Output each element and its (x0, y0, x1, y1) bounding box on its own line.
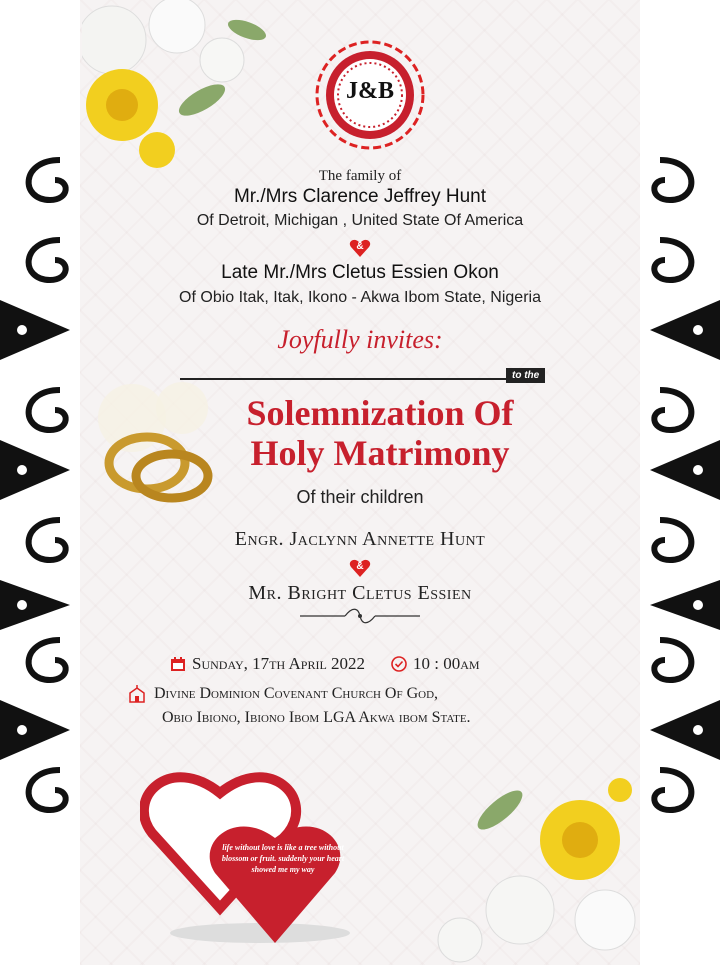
bottom-right-flower-decoration (430, 770, 640, 970)
family1-names: Mr./Mrs Clarence Jeffrey Hunt (233, 186, 486, 207)
heart-icon (349, 558, 371, 578)
family2-names: Late Mr./Mrs Cletus Essien Okon (221, 262, 499, 283)
calendar-icon (170, 656, 186, 672)
event-time: 10 : 00am (413, 654, 480, 673)
logo-monogram-text: J&B (346, 78, 394, 104)
venue-line2: Obio Ibiono, Ibiono Ibom LGA Akwa ibom State. (162, 709, 471, 726)
family1-location: Of Detroit, Michigan , United State Of America (196, 212, 524, 229)
ampersand-connector: & (356, 561, 364, 572)
family2-location: Of Obio Itak, Itak, Ikono - Akwa Ibom State, Nigeria (179, 289, 541, 306)
event-date: Sunday, 17th April 2022 (192, 654, 366, 673)
love-quote: life without love is like a tree without blossom or fruit. suddenly your heart showed me my way (221, 843, 345, 874)
left-border-ornament (0, 140, 70, 840)
family-of-label: The family of (318, 168, 402, 184)
right-border-ornament (640, 140, 710, 840)
groom-name: Mr. Bright Cletus Essien (248, 582, 472, 604)
monogram-logo (315, 40, 425, 150)
title-line2: Holy Matrimony (250, 433, 510, 473)
ampersand-connector: & (356, 241, 364, 252)
invite-text: Joyfully invites: (277, 325, 443, 354)
divider-line (180, 378, 540, 380)
of-their-children: Of their children (296, 487, 424, 507)
flourish-divider (300, 607, 420, 625)
venue (128, 682, 471, 730)
date-time-row (170, 654, 480, 674)
to-the-tag: to the (506, 368, 545, 383)
church-icon (128, 685, 146, 703)
clock-check-icon (391, 656, 407, 672)
bride-name: Engr. Jaclynn Annette Hunt (234, 528, 486, 550)
heart-icon (349, 238, 371, 258)
venue-line1: Divine Dominion Covenant Church Of God, (154, 685, 439, 702)
top-left-flower-decoration (82, 0, 272, 175)
title-line1: Solemnization Of (246, 393, 514, 433)
